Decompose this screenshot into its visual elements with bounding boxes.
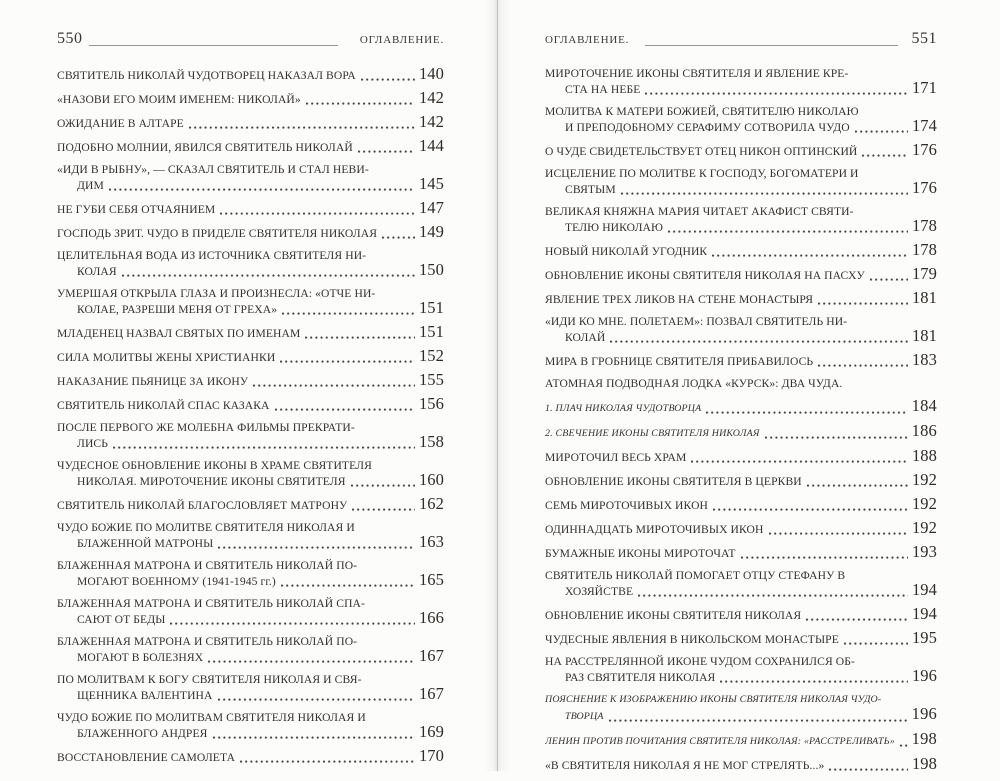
toc-page-ref: 196 [911, 666, 937, 685]
toc-entry-title: НАКАЗАНИЕ ПЬЯНИЦЕ ЗА ИКОНУ [57, 375, 249, 388]
dot-leader [713, 508, 908, 511]
dot-leader [122, 274, 415, 277]
toc-entry-line [57, 722, 444, 741]
toc-entry [57, 346, 444, 365]
toc-entry-line [545, 78, 937, 97]
toc-entry-line [545, 240, 937, 259]
toc-entry [545, 264, 937, 283]
toc-page-ref: 160 [418, 470, 444, 489]
page-number-left: 550 [57, 30, 83, 47]
toc-entry-title: МИРОТОЧЕНИЕ ИКОНЫ СВЯТИТЕЛЯ И ЯВЛЕНИЕ КРЕ- [545, 67, 849, 80]
toc-entry [545, 167, 937, 197]
toc-entry-title: СТА НА НЕБЕ [565, 83, 641, 96]
toc-entry-title: ЧУДО БОЖИЕ ПО МОЛИТВЕ СВЯТИТЕЛЯ НИКОЛАЯ И [57, 521, 355, 534]
toc-entry-line [57, 222, 444, 241]
dot-leader [382, 236, 415, 239]
toc-page-ref: 156 [418, 394, 444, 413]
toc-entry [545, 240, 937, 259]
toc-page-ref: 198 [911, 754, 937, 773]
toc-entry-line [57, 746, 444, 765]
dot-leader [706, 411, 908, 414]
toc-entry-title: ЛЕНИН ПРОТИВ ПОЧИТАНИЯ СВЯТИТЕЛЯ НИКОЛАЯ: «РАССТРЕЛИВАТЬ» [545, 736, 895, 747]
dot-leader [691, 460, 908, 463]
page-left [57, 30, 444, 773]
toc-entry-line [545, 288, 937, 307]
toc-entry-line [57, 112, 444, 131]
toc-entry-title: ОЖИДАНИЕ В АЛТАРЕ [57, 117, 184, 130]
dot-leader [610, 340, 908, 343]
toc-entry-title: СВЯТИТЕЛЬ НИКОЛАЙ БЛАГОСЛОВЛЯЕТ МАТРОНУ [57, 499, 348, 512]
dot-leader [189, 126, 415, 129]
page-header-left [57, 30, 444, 50]
toc-page-ref: 193 [911, 542, 937, 561]
dot-leader [668, 230, 908, 233]
page-gutter-line [497, 0, 498, 771]
toc-entry-title: «В СВЯТИТЕЛЯ НИКОЛАЯ Я НЕ МОГ СТРЕЛЯТЬ...» [545, 759, 825, 772]
toc-entry [57, 421, 444, 451]
toc-entry [545, 315, 937, 345]
dot-leader [282, 312, 415, 315]
toc-page-ref: 142 [418, 88, 444, 107]
toc-entry [57, 559, 444, 589]
toc-page-ref: 192 [911, 494, 937, 513]
toc-entry-line [545, 140, 937, 159]
toc-entry-title: ЧУДО БОЖИЕ ПО МОЛИТВАМ СВЯТИТЕЛЯ НИКОЛАЯ И [57, 711, 366, 724]
toc-entry-line [545, 446, 937, 465]
toc-page-ref: 165 [418, 570, 444, 589]
toc-entry-title: ТЕЛЮ НИКОЛАЮ [565, 221, 664, 234]
toc-entry [545, 67, 937, 97]
toc-entry [57, 249, 444, 279]
toc-page-ref: 183 [911, 350, 937, 369]
toc-entry [57, 494, 444, 513]
toc-entry [57, 459, 444, 489]
toc-entry-title: ЦЕЛИТЕЛЬНАЯ ВОДА ИЗ ИСТОЧНИКА СВЯТИТЕЛЯ НИ- [57, 249, 367, 262]
toc-entry-title: УМЕРШАЯ ОТКРЫЛА ГЛАЗА И ПРОИЗНЕСЛА: «ОТЧЕ НИ- [57, 287, 376, 300]
toc-entry-title: СВЯТИТЕЛЬ НИКОЛАЙ ЧУДОТВОРЕЦ НАКАЗАЛ ВОРА [57, 69, 356, 82]
dot-leader [806, 618, 908, 621]
toc-entry [545, 518, 937, 537]
toc-page-ref: 155 [418, 370, 444, 389]
dot-leader [769, 532, 908, 535]
dot-leader [218, 698, 416, 701]
toc-entry [57, 746, 444, 765]
toc-entry [545, 628, 937, 647]
toc-page-ref: 163 [418, 532, 444, 551]
toc-page-ref: 145 [418, 174, 444, 193]
toc-entry-line [545, 580, 937, 599]
toc-entry [545, 542, 937, 561]
toc-entry-title: СЕМЬ МИРОТОЧИВЫХ ИКОН [545, 499, 709, 512]
toc-entry-line [57, 198, 444, 217]
toc-entry [545, 604, 937, 623]
toc-page-ref: 174 [911, 116, 937, 135]
dot-leader [275, 408, 415, 411]
header-rule-left [89, 45, 338, 46]
toc-entry-title: БЛАЖЕННАЯ МАТРОНА И СВЯТИТЕЛЬ НИКОЛАЙ СПА- [57, 597, 365, 610]
toc-entry-title: ВЕЛИКАЯ КНЯЖНА МАРИЯ ЧИТАЕТ АКАФИСТ СВЯТИ- [545, 205, 854, 218]
toc-page-ref: 171 [911, 78, 937, 97]
toc-entry [57, 112, 444, 131]
toc-page-ref: 142 [418, 112, 444, 131]
toc-entry-title: ПОЯСНЕНИЕ К ИЗОБРАЖЕНИЮ ИКОНЫ СВЯТИТЕЛЯ НИКОЛАЯ ЧУДО- [545, 694, 882, 705]
dot-leader [900, 744, 908, 747]
toc-page-ref: 178 [911, 240, 937, 259]
dot-leader [281, 584, 415, 587]
toc-entry-title: СВЯТИТЕЛЬ НИКОЛАЙ ПОМОГАЕТ ОТЦУ СТЕФАНУ В [545, 569, 846, 582]
toc-entry-line [545, 350, 937, 369]
toc-page-ref: 181 [911, 288, 937, 307]
toc-entry-title: БЛАЖЕННОЙ МАТРОНЫ [77, 537, 214, 550]
toc-entry-line [57, 646, 444, 665]
dot-leader [170, 622, 415, 625]
dot-leader [855, 130, 908, 133]
toc-entry-title: ЩЕННИКА ВАЛЕНТИНА [77, 689, 213, 702]
toc-entry-line [57, 684, 444, 703]
running-title-right: ОГЛАВЛЕНИЕ. [545, 34, 630, 46]
toc-entry [545, 569, 937, 599]
toc-entry [57, 322, 444, 341]
toc-page-ref: 150 [418, 260, 444, 279]
toc-page-ref: 198 [911, 729, 937, 748]
toc-page-ref: 166 [418, 608, 444, 627]
dot-leader [220, 212, 415, 215]
dot-leader [361, 78, 415, 81]
dot-leader [621, 192, 908, 195]
toc-entry-title: МОГАЮТ ВОЕННОМУ (1941-1945 гг.) [77, 575, 276, 588]
toc-page-ref: 147 [418, 198, 444, 217]
toc-entry-title: МИРОТОЧИЛ ВЕСЬ ХРАМ [545, 451, 687, 464]
toc-entry-line [545, 216, 937, 235]
toc-entry [57, 521, 444, 551]
toc-entry-title: О ЧУДЕ СВИДЕТЕЛЬСТВУЕТ ОТЕЦ НИКОН ОПТИНСКИЙ [545, 145, 858, 158]
toc-entry-line [545, 178, 937, 197]
toc-entry-line [57, 432, 444, 451]
toc-entry-line [545, 518, 937, 537]
toc-page-ref: 195 [911, 628, 937, 647]
toc-entry-title: СВЯТЫМ [565, 183, 616, 196]
toc-entry-line [57, 260, 444, 279]
toc-entry-title: ДИМ [77, 179, 104, 192]
toc-entry-title: ОБНОВЛЕНИЕ ИКОНЫ СВЯТИТЕЛЯ НИКОЛАЯ НА ПАСХУ [545, 269, 865, 282]
toc-entry-line [545, 421, 937, 441]
toc-entry-title: «НАЗОВИ ЕГО МОИМ ИМЕНЕМ: НИКОЛАЙ» [57, 93, 301, 106]
toc-entry [57, 163, 444, 193]
toc-entry [57, 64, 444, 83]
toc-entry-title: МЛАДЕНЕЦ НАЗВАЛ СВЯТЫХ ПО ИМЕНАМ [57, 327, 301, 340]
page-number-right: 551 [911, 30, 937, 47]
toc-entry-title: МОЛИТВА К МАТЕРИ БОЖИЕЙ, СВЯТИТЕЛЮ НИКОЛАЮ [545, 105, 859, 118]
toc-entry [545, 288, 937, 307]
toc-page-ref: 181 [911, 326, 937, 345]
toc-entry-line [57, 608, 444, 627]
dot-leader [844, 642, 908, 645]
toc-entry-title: ЧУДЕСНОЕ ОБНОВЛЕНИЕ ИКОНЫ В ХРАМЕ СВЯТИТЕЛЯ [57, 459, 372, 472]
dot-leader [240, 760, 415, 763]
dot-leader [765, 436, 908, 439]
toc-entry-title: ЛИСЬ [77, 437, 109, 450]
toc-page-ref: 184 [911, 396, 937, 415]
dot-leader [253, 384, 415, 387]
toc-page-ref: 192 [911, 518, 937, 537]
toc-entry [545, 140, 937, 159]
toc-page-ref: 178 [911, 216, 937, 235]
toc-entry-title: ОДИННАДЦАТЬ МИРОТОЧИВЫХ ИКОН [545, 523, 764, 536]
dot-leader [280, 360, 415, 363]
toc-entry-line [545, 604, 937, 623]
toc-entry-title: ПОДОБНО МОЛНИИ, ЯВИЛСЯ СВЯТИТЕЛЬ НИКОЛАЙ [57, 141, 353, 154]
toc-entry [545, 470, 937, 489]
toc-entry [57, 136, 444, 155]
dot-leader [712, 254, 908, 257]
toc-entry [545, 494, 937, 513]
toc-entry-title: СВЯТИТЕЛЬ НИКОЛАЙ СПАС КАЗАКА [57, 399, 270, 412]
toc-entry-line [57, 322, 444, 341]
toc-entry-title: КОЛАЕ, РАЗРЕШИ МЕНЯ ОТ ГРЕХА» [77, 303, 278, 316]
toc-entry [545, 446, 937, 465]
toc-entry [57, 370, 444, 389]
toc-entry-title: БЛАЖЕННАЯ МАТРОНА И СВЯТИТЕЛЬ НИКОЛАЙ ПО- [57, 635, 358, 648]
toc-entry-line [545, 116, 937, 135]
toc-entry-line [57, 298, 444, 317]
toc-entry [545, 396, 937, 416]
toc-entry-line [57, 64, 444, 83]
dot-leader [862, 154, 908, 157]
toc-entry-title: БЛАЖЕННОГО АНДРЕЯ [77, 727, 208, 740]
toc-entry [545, 421, 937, 441]
dot-leader [818, 302, 908, 305]
dot-leader [351, 484, 415, 487]
toc-entry-line [545, 666, 937, 685]
toc-entry-line [545, 729, 937, 749]
toc-page-ref: 167 [418, 646, 444, 665]
toc-entry-title: НИКОЛАЯ. МИРОТОЧЕНИЕ ИКОНЫ СВЯТИТЕЛЯ [77, 475, 346, 488]
toc-entry-line [545, 628, 937, 647]
toc-entry [545, 693, 937, 724]
toc-entry [545, 729, 937, 749]
dot-leader [720, 680, 908, 683]
toc-page-ref: 170 [418, 746, 444, 765]
dot-leader [213, 736, 416, 739]
toc-page-ref: 194 [911, 580, 937, 599]
toc-entry-title: ИСЦЕЛЕНИЕ ПО МОЛИТВЕ К ГОСПОДУ, БОГОМАТЕРИ И [545, 167, 859, 180]
toc-entry-title: ВОССТАНОВЛЕНИЕ САМОЛЕТА [57, 751, 236, 764]
toc-entry [57, 287, 444, 317]
toc-entry [57, 635, 444, 665]
toc-entry-line [545, 542, 937, 561]
toc-entry-line [57, 88, 444, 107]
dot-leader [305, 336, 415, 339]
toc-entry-title: ПО МОЛИТВАМ К БОГУ СВЯТИТЕЛЯ НИКОЛАЯ И СВЯ- [57, 673, 362, 686]
dot-leader [870, 278, 908, 281]
toc-entry-title: ХОЗЯЙСТВЕ [565, 585, 634, 598]
toc-page-ref: 194 [911, 604, 937, 623]
running-title-left: ОГЛАВЛЕНИЕ. [359, 34, 444, 46]
toc-page-ref: 149 [418, 222, 444, 241]
toc-entry-title: КОЛАЯ [77, 265, 117, 278]
toc-page-ref: 151 [418, 298, 444, 317]
toc-entry [545, 377, 937, 391]
dot-leader [352, 508, 415, 511]
toc-entry-line [57, 470, 444, 489]
toc-entry-line [545, 704, 937, 724]
toc-entry-title: БУМАЖНЫЕ ИКОНЫ МИРОТОЧАТ [545, 547, 736, 560]
toc-entry [57, 711, 444, 741]
toc-entry-line [545, 396, 937, 416]
toc-entry-title: «ИДИ В РЫБНУ», — СКАЗАЛ СВЯТИТЕЛЬ И СТАЛ НЕВИ- [57, 163, 369, 176]
toc-entry-title: НОВЫЙ НИКОЛАЙ УГОДНИК [545, 245, 708, 258]
toc-entry-title: ГОСПОДЬ ЗРИТ. ЧУДО В ПРИДЕЛЕ СВЯТИТЕЛЯ НИКОЛАЯ [57, 227, 378, 240]
toc-entry-title: 2. СВЕЧЕНИЕ ИКОНЫ СВЯТИТЕЛЯ НИКОЛАЯ [545, 428, 760, 439]
toc-entry-title: ЯВЛЕНИЕ ТРЕХ ЛИКОВ НА СТЕНЕ МОНАСТЫРЯ [545, 293, 814, 306]
toc-page-ref: 144 [418, 136, 444, 155]
toc-entry [545, 205, 937, 235]
toc-page-ref: 188 [911, 446, 937, 465]
toc-entry-title: ПОСЛЕ ПЕРВОГО ЖЕ МОЛЕБНА ФИЛЬМЫ ПРЕКРАТИ- [57, 421, 355, 434]
toc-entry-title: АТОМНАЯ ПОДВОДНАЯ ЛОДКА «КУРСК»: ДВА ЧУДА. [545, 377, 843, 390]
toc-entry-line [57, 394, 444, 413]
toc-entry-line [57, 494, 444, 513]
toc-entry-title: МИРА В ГРОБНИЦЕ СВЯТИТЕЛЯ ПРИБАВИЛОСЬ [545, 355, 814, 368]
toc-entry [57, 198, 444, 217]
toc-entry-title: КОЛАЙ [565, 331, 606, 344]
toc-entry-title: СИЛА МОЛИТВЫ ЖЕНЫ ХРИСТИАНКИ [57, 351, 276, 364]
dot-leader [818, 364, 908, 367]
toc-entry [57, 222, 444, 241]
page-header-right [545, 30, 937, 50]
toc-entry-line [57, 174, 444, 193]
toc-page-ref: 196 [911, 704, 937, 723]
toc-entry [57, 673, 444, 703]
toc-entry [545, 105, 937, 135]
toc-entry [545, 655, 937, 685]
toc-entry-line [57, 370, 444, 389]
toc-entry [57, 88, 444, 107]
toc-page-ref: 176 [911, 140, 937, 159]
dot-leader [113, 446, 415, 449]
dot-leader [807, 484, 908, 487]
toc-entry-line [57, 136, 444, 155]
toc-page-ref: 167 [418, 684, 444, 703]
toc-entry [57, 597, 444, 627]
toc-page-ref: 192 [911, 470, 937, 489]
toc-entry-title: И ПРЕПОДОБНОМУ СЕРАФИМУ СОТВОРИЛА ЧУДО [565, 121, 850, 134]
dot-leader [109, 188, 415, 191]
dot-leader [645, 92, 908, 95]
page-right [545, 30, 937, 781]
toc-entry-line [545, 264, 937, 283]
toc-page-ref: 186 [911, 421, 937, 440]
dot-leader [741, 556, 908, 559]
header-rule-right [645, 45, 897, 46]
toc-entry [545, 350, 937, 369]
toc-list-right [545, 67, 937, 773]
toc-page-ref: 158 [418, 432, 444, 451]
toc-entry-title: 1. ПЛАЧ НИКОЛАЯ ЧУДОТВОРЦА [545, 403, 702, 414]
dot-leader [638, 594, 908, 597]
toc-entry-title: ЧУДЕСНЫЕ ЯВЛЕНИЯ В НИКОЛЬСКОМ МОНАСТЫРЕ [545, 633, 839, 646]
toc-list-left [57, 64, 444, 765]
toc-page-ref: 162 [418, 494, 444, 513]
toc-entry-title: САЮТ ОТ БЕДЫ [77, 613, 166, 626]
toc-entry-line [57, 532, 444, 551]
dot-leader [306, 102, 415, 105]
toc-entry-title: ТВОРЦА [565, 711, 604, 722]
toc-entry-title: НА РАССТРЕЛЯННОЙ ИКОНЕ ЧУДОМ СОХРАНИЛСЯ ОБ- [545, 655, 855, 668]
toc-entry-line [545, 326, 937, 345]
toc-page-ref: 140 [418, 64, 444, 83]
toc-entry [57, 394, 444, 413]
toc-entry-title: МОГАЮТ В БОЛЕЗНЯХ [77, 651, 204, 664]
toc-page-ref: 151 [418, 322, 444, 341]
toc-page-ref: 152 [418, 346, 444, 365]
dot-leader [358, 150, 415, 153]
toc-page-ref: 179 [911, 264, 937, 283]
toc-entry-title: РАЗ СВЯТИТЕЛЯ НИКОЛАЯ [565, 671, 716, 684]
toc-entry-line [57, 570, 444, 589]
toc-entry-title: ОБНОВЛЕНИЕ ИКОНЫ СВЯТИТЕЛЯ В ЦЕРКВИ [545, 475, 802, 488]
toc-entry-title: «ИДИ КО МНЕ. ПОЛЕТАЕМ»: ПОЗВАЛ СВЯТИТЕЛЬ НИ- [545, 315, 848, 328]
toc-entry-line [545, 470, 937, 489]
toc-entry-title: ОБНОВЛЕНИЕ ИКОНЫ СВЯТИТЕЛЯ НИКОЛАЯ [545, 609, 802, 622]
toc-page-ref: 169 [418, 722, 444, 741]
toc-page-ref: 176 [911, 178, 937, 197]
dot-leader [609, 719, 908, 722]
dot-leader [218, 546, 415, 549]
toc-entry-line [57, 346, 444, 365]
toc-entry-title: БЛАЖЕННАЯ МАТРОНА И СВЯТИТЕЛЬ НИКОЛАЙ ПО- [57, 559, 358, 572]
toc-entry-line [545, 494, 937, 513]
toc-entry-title: НЕ ГУБИ СЕБЯ ОТЧАЯНИЕМ [57, 203, 216, 216]
dot-leader [208, 660, 415, 663]
